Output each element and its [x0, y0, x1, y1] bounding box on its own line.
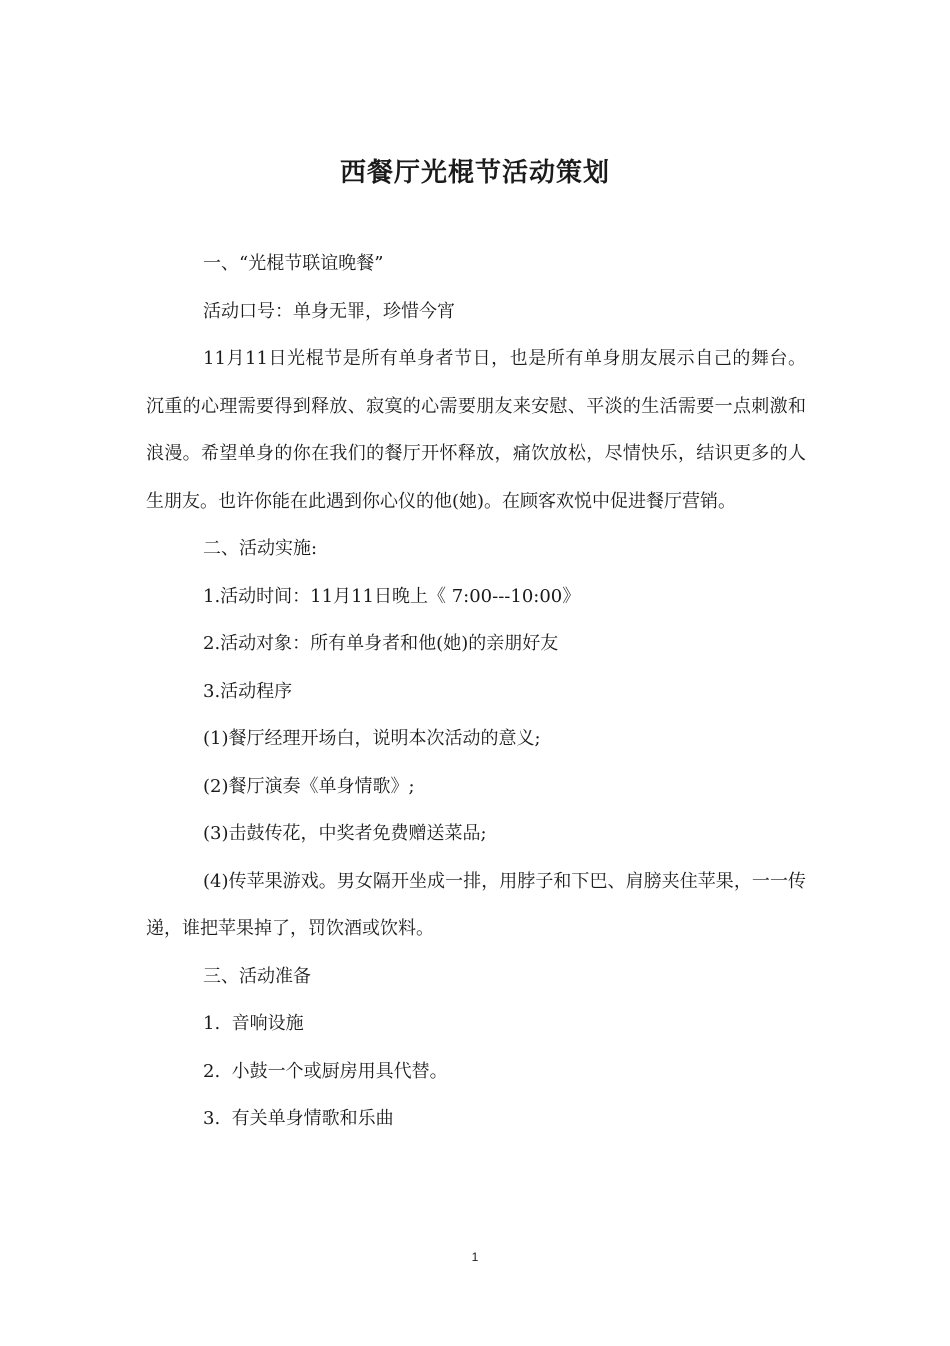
section-heading-3: 三、活动准备	[203, 965, 311, 987]
program-step-4: (4)传苹果游戏。男女隔开坐成一排，用脖子和下巴、肩膀夹住苹果，一一传递，谁把苹果掉了，罚饮酒或饮料。	[146, 870, 806, 939]
program-step-2: (2)餐厅演奏《单身情歌》;	[203, 775, 415, 797]
document-title: 西餐厅光棍节活动策划	[339, 158, 610, 189]
activity-program-heading: 3.活动程序	[203, 680, 293, 702]
document-body	[146, 240, 806, 1143]
program-step-1: (1)餐厅经理开场白，说明本次活动的意义;	[203, 728, 541, 749]
prep-item-1: 1. 音响设施	[203, 1013, 304, 1034]
prep-item-3: 3. 有关单身情歌和乐曲	[203, 1108, 394, 1129]
section-heading-2: 二、活动实施:	[203, 538, 318, 559]
page-number: 1	[471, 1250, 479, 1264]
activity-slogan: 活动口号：单身无罪，珍惜今宵	[203, 300, 455, 322]
section-heading-1: 一、“光棍节联谊晚餐”	[203, 253, 384, 274]
prep-item-2: 2. 小鼓一个或厨房用具代替。	[203, 1060, 448, 1082]
activity-time: 1.活动时间：11月11日晚上《 7:00---10:00》	[203, 585, 581, 607]
program-step-3: (3)击鼓传花，中奖者免费赠送菜品;	[203, 823, 487, 844]
activity-audience: 2.活动对象：所有单身者和他(她)的亲朋好友	[203, 633, 559, 654]
intro-paragraph: 11月11日光棍节是所有单身者节日，也是所有单身朋友展示自己的舞台。沉重的心理需要得到释放、寂寞的心需要朋友来安慰、平淡的生活需要一点刺激和浪漫。希望单身的你在我们的餐厅开怀释放，痛饮放松，尽情快乐，结识更多的人生朋友。也许你能在此遇到你心仪的他(她)。在顾客欢悦中促进餐厅营销。	[146, 348, 806, 512]
